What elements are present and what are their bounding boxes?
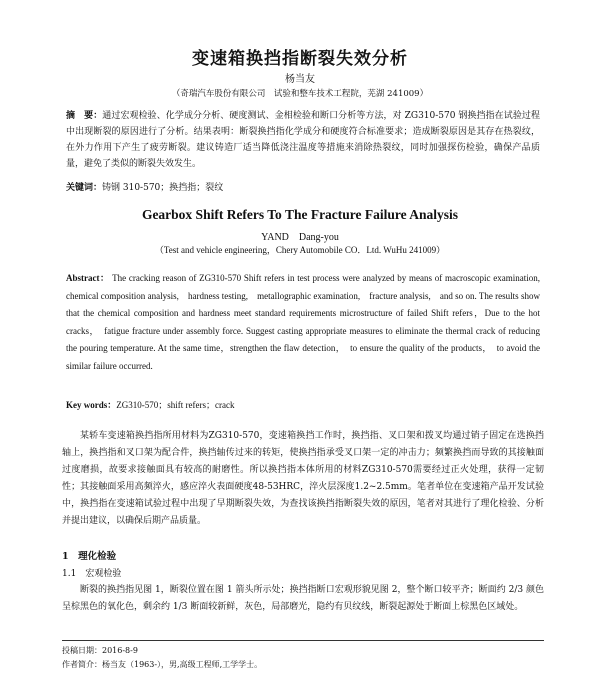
chinese-abstract — [66, 108, 540, 172]
chinese-keywords-text: 铸钢 310-570；换挡指；裂纹 — [102, 183, 224, 193]
chinese-affiliation: （奇瑞汽车股份有限公司 试验和整车技术工程院，芜湖 241009） — [171, 89, 429, 99]
english-abstract-label: Abstract： — [66, 273, 110, 283]
received-date: 投稿日期：2016-8-9 — [62, 646, 138, 655]
chinese-keywords-label: 关键词： — [66, 183, 103, 193]
macro-exam-paragraph: 断裂的换挡指见图 1，断裂位置在图 1 箭头所示处；换挡指断口宏观形貌见图 2，整个断口较平齐；断面约 2/3 颜色呈棕黑色的氧化色，剩余约 1/3 断面较新鲜，灰色，局部磨光，隐约有贝纹线，断裂起源处于断面上棕黑色区域处。 — [62, 585, 544, 612]
english-author: YAND Dang-you — [261, 232, 339, 243]
subsection-heading-1-1: 1.1 宏观检验 — [62, 569, 122, 579]
chinese-abstract-label: 摘 要： — [66, 111, 103, 121]
english-abstract — [66, 270, 550, 375]
section-heading-1: 1 理化检验 — [62, 551, 117, 562]
english-affiliation: （Test and vehicle engineering，Chery Automobile CO．Ltd. WuHu 241009） — [154, 245, 446, 255]
english-keywords-label: Key words： — [66, 400, 117, 410]
english-keywords-text: ZG310-570；shift refers；crack — [116, 400, 235, 410]
english-abstract-text: The cracking reason of ZG310-570 Shift refers in test process were analyzed by means of macroscopic examination, chemical composition analysis, hardness testing, metallographic examination, fracture analysis, and so on. The results show that the chemical composition and hardness meet standard requirements microstructure of failed Shift refers，Due to the hot cracks， fatigue fracture under assembly force. Suggest casting appropriate measures to eliminate the thermal crack of reducing the pouring temperature. At the same time，strengthen the flaw detection， to ensure the quality of the products， to avoid the similar failure occurred. — [66, 273, 550, 371]
author-bio: 作者简介：杨当友（1963-），男,高级工程师,工学学士。 — [62, 660, 263, 669]
intro-paragraph: 某轿车变速箱换挡指所用材料为ZG310-570，变速箱换挡工作时，换挡指、叉口架和拨叉均通过销子固定在选换挡轴上，换挡指和叉口架为配合件，换挡轴传过来的转矩，使换挡指承受叉口架一定的冲击力；频繁换挡而导致的其接触面过度磨损，故要求接触面具有较高的耐磨性。所以换挡指本体所用的材料ZG310-570需要经过正火处理，获得一定韧性；其接触面采用高频淬火，感应淬火表面硬度48-53HRC，淬火层深度1.2~2.5mm。笔者单位在变速箱产品开发试验中，换挡指在变速箱试验过程中出现了早期断裂失效，为查找该换挡指断裂失效的原因，笔者对其进行了理化检验、分析并提出建议，以确保后期产品质量。 — [62, 431, 544, 526]
english-title: Gearbox Shift Refers To The Fracture Failure Analysis — [141, 207, 459, 222]
chinese-keywords — [66, 180, 540, 193]
chinese-abstract-text: 通过宏观检验、化学成分分析、硬度测试、金相检验和断口分析等方法，对 ZG310-570 钢换挡指在试验过程中出现断裂的原因进行了分析。结果表明：断裂换挡指化学成分和硬度符合标准要求；造成断裂原因是其存在热裂纹，在外力作用下产生了疲劳断裂。建议铸造厂适当降低浇注温度等措施来消除热裂纹，同时加强探伤检验，确保产品质量，避免了类似的断裂失效发生。 — [66, 111, 540, 169]
english-keywords — [66, 398, 540, 411]
footnote-divider — [62, 640, 544, 641]
chinese-author: 杨当友 — [285, 74, 315, 85]
chinese-title: 变速箱换挡指断裂失效分析 — [192, 49, 408, 69]
